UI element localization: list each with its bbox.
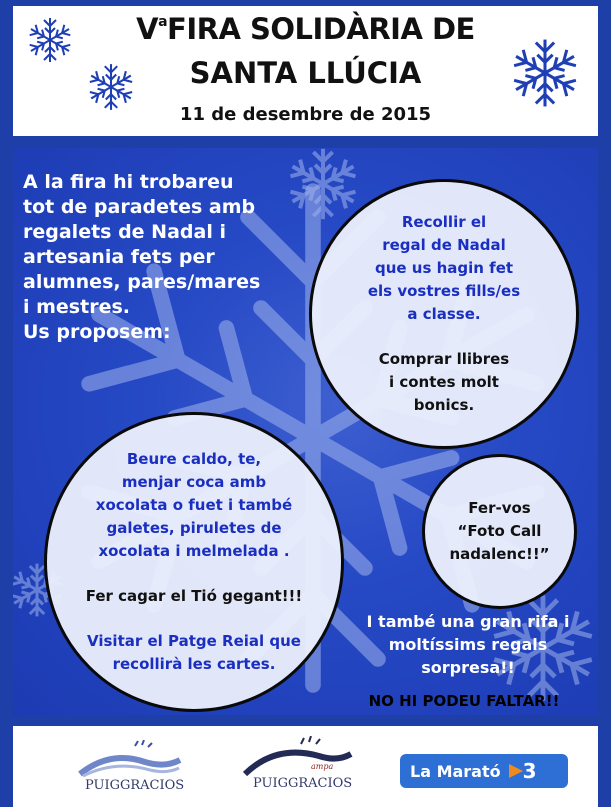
raffle-line: sorpresa!! [421, 658, 515, 677]
tv3-logo-icon [509, 759, 537, 783]
raffle-line: I també una gran rifa i [366, 612, 570, 631]
circle-line: xocolata i melmelada . [98, 542, 290, 560]
marato-label: La Marató [410, 761, 501, 781]
hills-logo-icon [75, 740, 185, 780]
intro-line: tot de paradetes amb [23, 196, 256, 218]
circle-line: regal de Nadal [382, 236, 506, 254]
activity-circle-photocall [422, 454, 577, 609]
circle-line: bonics. [413, 396, 475, 414]
intro-line: i mestres. [23, 296, 130, 318]
circle-line: els vostres fills/es [367, 282, 521, 300]
circle-line: Fer cagar el Tió gegant!!! [85, 587, 303, 605]
intro-line: regalets de Nadal i [23, 221, 226, 243]
marato-number: 3 [522, 759, 537, 783]
circle-line: “Foto Call [457, 522, 542, 540]
circle-line: menjar coca amb [121, 473, 267, 491]
ampa-label: ampa [311, 762, 334, 771]
circle-line: Visitar el Patge Reial que [87, 632, 301, 650]
circle-line: que us hagin fet [374, 259, 514, 277]
circle-line: Recollir el [401, 213, 487, 231]
raffle-line: moltíssims regals [388, 635, 548, 654]
circle-line: i contes molt [389, 373, 499, 391]
ampa-puiggracios-logo [241, 736, 361, 802]
circle-line: Comprar llibres [378, 350, 510, 368]
event-date: 11 de desembre de 2015 [179, 104, 432, 125]
intro-text [23, 170, 323, 345]
la-marato-logo [400, 754, 568, 788]
puiggracios-logo [75, 740, 195, 800]
hills-logo-icon [241, 736, 356, 778]
circle-line: Fer-vos [468, 499, 531, 517]
intro-line: alumnes, pares/mares [23, 271, 261, 293]
activity-circle-food [44, 412, 344, 712]
raffle-text [339, 610, 597, 679]
poster-footer [13, 726, 598, 807]
circle-line: recollirà les cartes. [112, 655, 276, 673]
closing-text: NO HI PODEU FALTAR!! [368, 692, 560, 710]
intro-line: artesania fets per [23, 246, 215, 268]
poster-header [13, 6, 598, 136]
circle-line: xocolata o fuet i també [95, 496, 293, 514]
intro-line: A la fira hi trobareu [23, 171, 234, 193]
circle-line: galetes, piruletes de [106, 519, 282, 537]
poster-body [13, 148, 598, 715]
poster-title-line1: $V^aFIRA$ SOLIDÀRIA DE [136, 12, 475, 46]
circle-line: nadalenc!!” [449, 545, 550, 563]
circle-line: Beure caldo, te, [126, 450, 262, 468]
logo-text: PUIGGRACIOS [253, 776, 353, 791]
intro-line: Us proposem: [23, 321, 171, 343]
activity-circle-gifts [309, 179, 579, 449]
poster-title-line2: SANTA LLÚCIA [189, 56, 422, 90]
circle-line: a classe. [407, 305, 481, 323]
logo-text: PUIGGRACIOS [85, 778, 185, 793]
